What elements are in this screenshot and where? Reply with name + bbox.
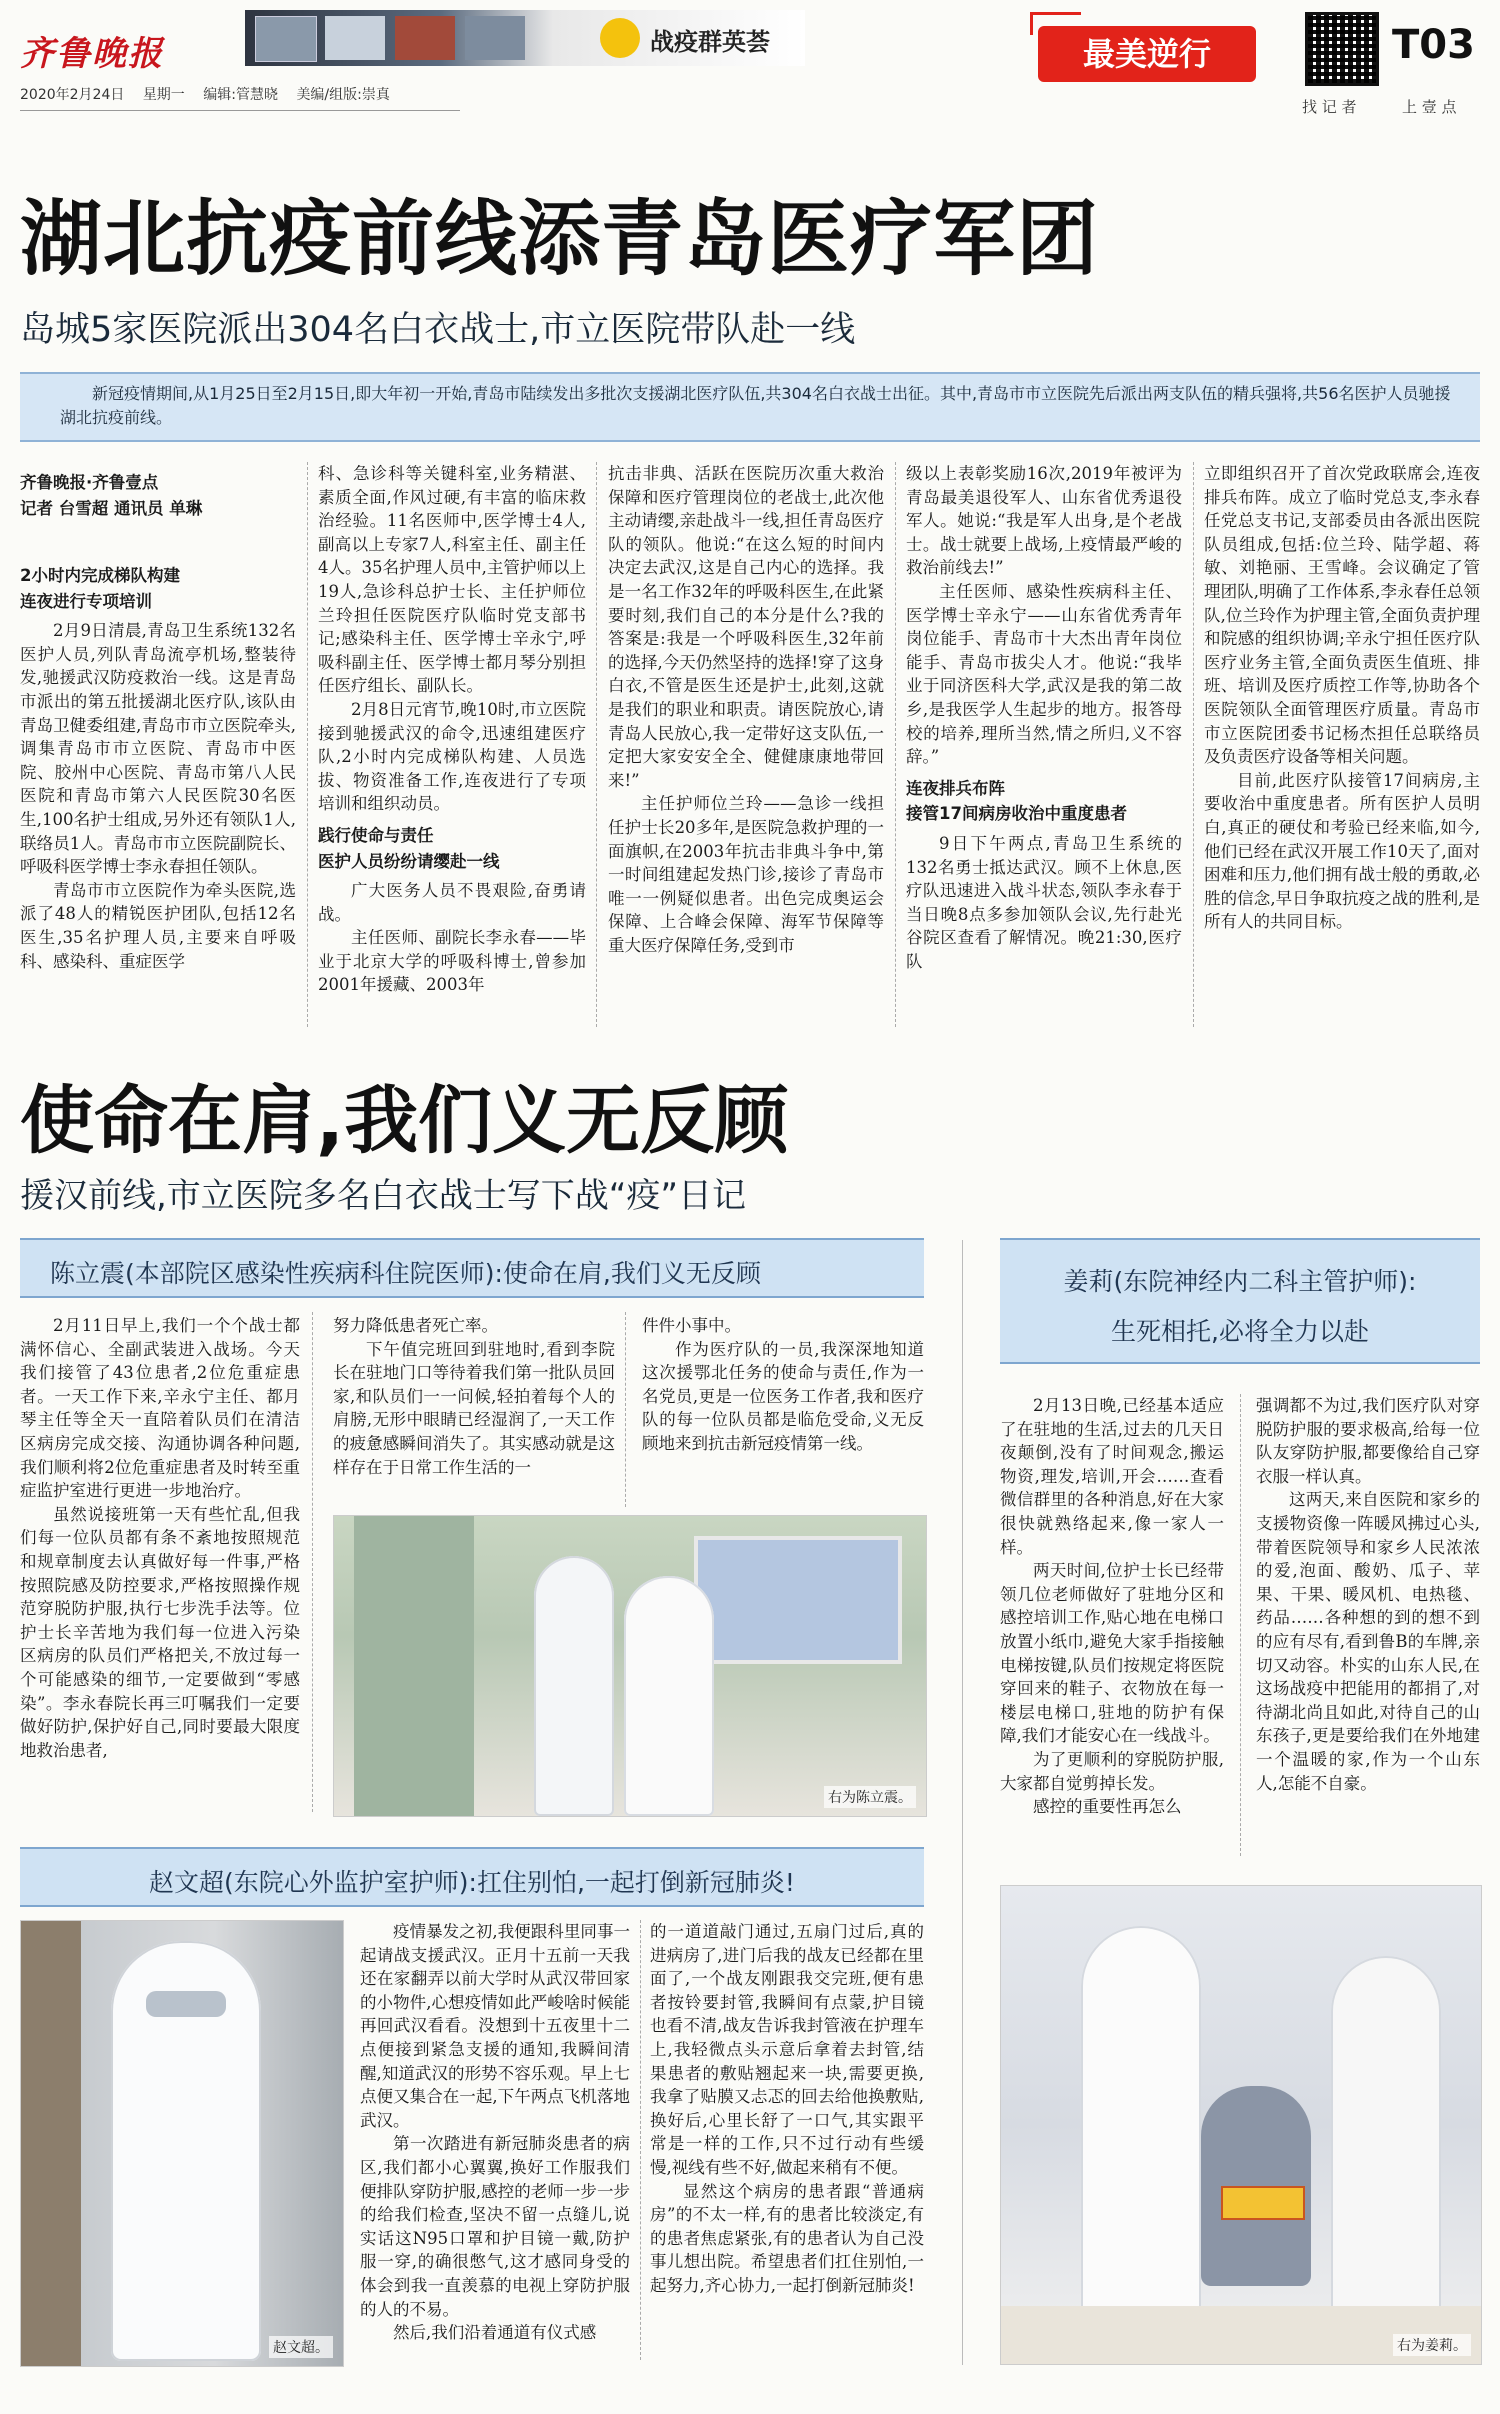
paragraph: 抗击非典、活跃在医院历次重大救治保障和医疗管理岗位的老战士,此次他主动请缨,亲赴战斗一线,担任青岛医疗队的领队。他说:“在这么短的时间内决定去武汉,这是自己内心的选择。我是一名工作32年的呼吸科医生,在此紧要时刻,我们自己的本分是什么?我的答案是:我是一个呼吸科医生,32年前的选择,今天仍然坚持的选择!穿了这身白衣,不管是医生还是护士,此刻,这就是我们的职业和职责。请医院放心,请青岛人民放心,我一定带好这支队伍,一定把大家安安全全、健健康康地带回来!” bbox=[608, 464, 884, 790]
banner-photo-icon bbox=[325, 16, 385, 60]
paragraph: 2月11日早上,我们一个个战士都满怀信心、全副武装进入战场。今天我们接管了43位患者,2位危重症患者。一天工作下来,辛永宁主任、都月琴主任等全天一直陪着队员们在清洁区病房完成交接、沟通协调各种问题,我们顺利将2位危重症患者及时转至重症监护室进行更进一步地治疗。 bbox=[20, 1316, 300, 1501]
masthead bbox=[0, 0, 1500, 125]
diary2-photo bbox=[1000, 1885, 1482, 2365]
person-in-protective-suit bbox=[624, 1576, 714, 1816]
issue-design: 美编/组版:崇真 bbox=[296, 87, 390, 103]
paragraph: 主任护师位兰玲——急诊一线担任护士长20多年,是医院急救护理的一面旗帜,在2003年抗击非典斗争中,第一时间组建起发热门诊,接诊了青岛市唯一一例疑似患者。出色完成奥运会保障、上合峰会保障、海军节保障等重大医疗保障任务,受到市 bbox=[608, 794, 884, 955]
story1-subhead: 岛城5家医院派出304名白衣战士,市立医院带队赴一线 bbox=[20, 310, 856, 350]
qr-caption-left: 找 记 者 bbox=[1302, 98, 1357, 116]
banner-strip bbox=[245, 10, 805, 66]
subhead: 践行使命与责任 bbox=[318, 825, 434, 845]
paragraph: 感控的重要性再怎么 bbox=[1033, 1797, 1182, 1817]
page-number: T03 bbox=[1392, 22, 1475, 68]
diary2-column-2 bbox=[1256, 1394, 1480, 1860]
issue-info bbox=[20, 84, 390, 104]
gift-box-shape bbox=[1221, 2186, 1305, 2220]
story1-column-2 bbox=[318, 462, 586, 1030]
window-shape bbox=[694, 1536, 902, 1664]
paragraph: 疫情暴发之初,我便跟科里同事一起请战支援武汉。正月十五前一天我还在家翻弄以前大学时从武汉带回家的小物件,心想疫情如此严峻啥时候能再回武汉看看。没想到十五夜里十二点便接到紧急支援的通知,我瞬间清醒,知道武汉的形势不容乐观。早上七点便又集合在一起,下午两点飞机落地武汉。 bbox=[360, 1922, 630, 2130]
paragraph: 作为医疗队的一员,我深深地知道这次援鄂北任务的使命与责任,作为一名党员,更是一位医务工作者,我和医疗队的每一位队员都是临危受命,义无反顾地来到抗击新冠疫情第一线。 bbox=[642, 1339, 924, 1453]
diary1-title: 陈立震(本部院区感染性疾病科住院医师):使命在肩,我们义无反顾 bbox=[50, 1259, 761, 1288]
goggles-shape bbox=[146, 1991, 226, 2017]
cabinet-shape bbox=[21, 1921, 81, 2366]
story1-byline bbox=[20, 470, 300, 522]
paragraph: 2月13日晚,已经基本适应了在驻地的生活,过去的几天日夜颠倒,没有了时间观念,搬运物资,理发,培训,开会……查看微信群里的各种消息,好在大家很快就熟络起来,像一家人一样。 bbox=[1000, 1396, 1224, 1557]
paragraph: 主任医师、副院长李永春——毕业于北京大学的呼吸科博士,曾参加2001年援藏、2003年 bbox=[318, 928, 586, 995]
paragraph: 为了更顺利的穿脱防护服,大家都自觉剪掉长发。 bbox=[1000, 1749, 1224, 1793]
door-shape bbox=[354, 1516, 474, 1816]
person-in-protective-suit bbox=[534, 1556, 614, 1816]
paragraph: 件件小事中。 bbox=[642, 1316, 741, 1335]
story1-lead: 新冠疫情期间,从1月25日至2月15日,即大年初一开始,青岛市陆续发出多批次支援湖北医疗队伍,共304名白衣战士出征。其中,青岛市市立医院先后派出两支队伍的精兵强将,共56名医护人员驰援湖北抗疫前线。 bbox=[60, 384, 1451, 427]
paragraph: 强调都不为过,我们医疗队对穿脱防护服的要求极高,给每一位队友穿防护服,都要像给自己穿衣服一样认真。 bbox=[1256, 1396, 1480, 1486]
column-name: 最美逆行 bbox=[1082, 35, 1211, 73]
paragraph: 9日下午两点,青岛卫生系统的132名勇士抵达武汉。顾不上休息,医疗队迅速进入战斗状态,领队李永春于当日晚8点多参加领队会议,先行赴光谷院区查看了解情况。晚21:30,医疗队 bbox=[906, 833, 1182, 971]
diary3-column-2 bbox=[650, 1920, 924, 2365]
diary3-title: 赵文超(东院心外监护室护师):扛住别怕,一起打倒新冠肺炎! bbox=[149, 1868, 795, 1897]
paragraph: 这两天,来自医院和家乡的支援物资像一阵暖风拂过心头,带着医院领导和家乡人民浓浓的爱,泡面、酸奶、瓜子、苹果、干果、暖风机、电热毯、药品……各种想的到的想不到的应有尽有,看到鲁B的车牌,亲切又动容。朴实的山东人民,在这场战疫中把能用的都捐了,对待湖北尚且如此,对待自己的山东孩子,更是要给我们在外地建一个温暖的家,作为一个山东人,怎能不自豪。 bbox=[1256, 1490, 1480, 1793]
paragraph: 虽然说接班第一天有些忙乱,但我们每一位队员都有条不紊地按照规范和规章制度去认真做好每一件事,严格按照院感及防控要求,严格按照操作规范穿脱防护服,执行七步洗手法等。位护士长辛苦地为我们每一位进入污染区病房的队员们严格把关,不放过每一个可能感染的细节,一定要做到“零感染”。李永春院长再三叮嘱我们一定要做好防护,保护好自己,同时要最大限度地救治患者, bbox=[20, 1504, 300, 1760]
masthead-rule bbox=[20, 110, 460, 111]
paragraph: 努力降低患者死亡率。 bbox=[333, 1316, 498, 1335]
diary1-photo bbox=[333, 1515, 927, 1817]
paragraph: 2月8日元宵节,晚10时,市立医院接到驰援武汉的命令,迅速组建医疗队,2小时内完成梯队构建、人员选拔、物资准备工作,连夜进行了专项培训和组织动员。 bbox=[318, 699, 586, 814]
diary1-column-1 bbox=[20, 1314, 300, 1814]
story1-column-4 bbox=[906, 462, 1182, 1030]
paragraph: 科、急诊科等关键科室,业务精湛、素质全面,作风过硬,有丰富的临床救治经验。11名医师中,医学博士4人,副高以上专家7人,科室主任、副主任4人。35名护理人员中,主管护师以上19人,急诊科总护士长、主任护师位兰玲担任医院医疗队临时党支部书记;感染科主任、医学博士辛永宁,呼吸科副主任、医学博士都月琴分别担任医疗组长、副队长。 bbox=[318, 464, 586, 696]
story1-column-5 bbox=[1204, 462, 1480, 1030]
diary2-column-1 bbox=[1000, 1394, 1224, 1860]
subhead: 接管17间病房收治中重度患者 bbox=[906, 804, 1127, 824]
person-in-protective-suit bbox=[1081, 1926, 1201, 2326]
diary1-column-3 bbox=[642, 1314, 924, 1504]
story1-lead-box bbox=[20, 372, 1480, 442]
story1-headline: 湖北抗疫前线添青岛医疗军团 bbox=[20, 192, 1100, 287]
photo-caption: 右为陈立震。 bbox=[824, 1786, 916, 1808]
diary3-column-1 bbox=[360, 1920, 630, 2365]
story2-subhead: 援汉前线,市立医院多名白衣战士写下战“疫”日记 bbox=[20, 1176, 747, 1216]
diary1-title-bar bbox=[20, 1238, 924, 1298]
photo-caption: 赵文超。 bbox=[269, 2336, 333, 2358]
newspaper-logo: 齐鲁晚报 bbox=[20, 34, 164, 74]
photo-caption: 右为姜莉。 bbox=[1393, 2334, 1471, 2356]
story2-headline: 使命在肩,我们义无反顾 bbox=[20, 1078, 789, 1164]
qr-caption-right: 上 壹 点 bbox=[1402, 98, 1457, 116]
paragraph: 然后,我们沿着通道有仪式感 bbox=[393, 2323, 597, 2343]
byline-names: 记者 台雪超 通讯员 单琳 bbox=[20, 499, 203, 518]
paragraph: 第一次踏进有新冠肺炎患者的病区,我们都小心翼翼,换好工作服我们便排队穿防护服,感控的老师一步一步的给我们检查,坚决不留一点缝儿,说实话这N95口罩和护目镜一戴,防护服一穿,的确很憋气,这才感同身受的体会到我一直羡慕的电视上穿防护服的人的不易。 bbox=[360, 2134, 630, 2319]
diary1-column-2 bbox=[333, 1314, 615, 1514]
paragraph: 显然这个病房的患者跟“普通病房”的不太一样,有的患者比较淡定,有的患者焦虑紧张,有的患者认为自己没事儿想出院。希望患者们扛住别怕,一起努力,齐心协力,一起打倒新冠肺炎! bbox=[650, 2181, 924, 2295]
paragraph: 下午值完班回到驻地时,看到李院长在驻地门口等待着我们第一批队员回家,和队员们一一问候,轻拍着每个人的肩膀,无形中眼睛已经湿润了,一天工作的疲惫感瞬间消失了。其实感动就是这样存在于日常工作生活的一 bbox=[333, 1339, 615, 1477]
paragraph: 主任医师、感染性疾病科主任、医学博士辛永宁——山东省优秀青年岗位能手、青岛市十大杰出青年岗位能手、青岛市拔尖人才。他说:“我毕业于同济医科大学,武汉是我的第二故乡,是我医学人生起步的地方。报答母校的培养,理所当然,情之所归,义不容辞。” bbox=[906, 581, 1182, 767]
diary3-title-bar bbox=[20, 1847, 924, 1907]
qr-code-icon bbox=[1305, 12, 1379, 86]
banner-photo-icon bbox=[395, 16, 455, 60]
paragraph: 青岛市市立医院作为牵头医院,选派了48人的精锐医护团队,包括12名医生,35名护理人员,主要来自呼吸科、感染科、重症医学 bbox=[20, 880, 296, 971]
byline-source: 齐鲁晚报·齐鲁壹点 bbox=[20, 473, 159, 492]
issue-editor: 编辑:管慧晓 bbox=[203, 87, 278, 103]
issue-date: 2020年2月24日 bbox=[20, 87, 125, 103]
issue-weekday: 星期一 bbox=[142, 87, 185, 103]
diary3-photo bbox=[20, 1920, 344, 2367]
banner-photo-icon bbox=[255, 16, 317, 62]
subhead: 医护人员纷纷请缨赴一线 bbox=[318, 851, 500, 871]
banner-photo-icon bbox=[465, 16, 525, 60]
subhead: 连夜排兵布阵 bbox=[906, 778, 1005, 798]
paragraph: 两天时间,位护士长已经带领几位老师做好了驻地分区和感控培训工作,贴心地在电梯口放置小纸巾,避免大家手指接触电梯按键,队员们按规定将医院穿回来的鞋子、衣物放在每一楼层电梯口,驻地的防护有保障,我们才能安心在一线战斗。 bbox=[1000, 1561, 1224, 1746]
paragraph: 的一道道敲门通过,五扇门过后,真的进病房了,进门后我的战友已经都在里面了,一个战友刚跟我交完班,便有患者按铃要封管,我瞬间有点蒙,护目镜也看不清,战友告诉我封管液在护理车上,我轻微点头示意后拿着去封管,结果患者的敷贴翘起来一块,需要更换,我拿了贴膜又忐忑的回去给他换敷贴,换好后,心里长舒了一口气,其实跟平常是一样的工作,只不过行动有些缓慢,视线有些不好,做起来稍有不便。 bbox=[650, 1922, 924, 2177]
story1-column-3 bbox=[608, 462, 884, 1030]
banner-badge-icon bbox=[600, 18, 640, 58]
person-in-protective-suit bbox=[1331, 1956, 1441, 2336]
column-name-badge bbox=[1038, 26, 1256, 82]
subhead: 连夜进行专项培训 bbox=[20, 591, 152, 611]
paragraph: 2月9日清晨,青岛卫生系统132名医护人员,列队青岛流亭机场,整装待发,驰援武汉防疫救治一线。这是青岛市派出的第五批援湖北医疗队,该队由青岛卫健委组建,青岛市市立医院牵头,调集青岛市市立医院、青岛市中医院、胶州中心医院、青岛市第八人民医院和青岛市第六人民医院30名医生,100名护士组成,另外还有领队1人,联络员1人。青岛市市立医院副院长、呼吸科医学博士李永春担任领队。 bbox=[20, 621, 296, 877]
banner-title: 战疫群英荟 bbox=[650, 28, 770, 56]
paragraph: 级以上表彰奖励16次,2019年被评为青岛最美退役军人、山东省优秀退役军人。她说:“我是军人出身,是个老战士。战士就要上战场,上疫情最严峻的救治前线去!” bbox=[906, 464, 1182, 578]
paragraph: 广大医务人员不畏艰险,奋勇请战。 bbox=[318, 881, 586, 924]
diary2-title-line1: 姜莉(东院神经内二科主管护师): bbox=[1063, 1267, 1417, 1296]
diary2-title-line2: 生死相托,必将全力以赴 bbox=[1111, 1317, 1369, 1346]
paragraph: 立即组织召开了首次党政联席会,连夜排兵布阵。成立了临时党总支,李永春任党总支书记,支部委员由各派出医院队员组成,包括:位兰玲、陆学超、蒋敏、刘艳丽、王雪峰。会议确定了管理团队,明确了工作体系,李永春任总领队,位兰玲作为护理主管,全面负责护理和院感的组织协调;辛永宁担任医疗队医疗业务主管,全面负责医生值班、排班、培训及医疗质控工作等,协助各个医院领队全面管理医疗质量。青岛市市立医院团委书记杨杰担任总联络员及负责医疗设备等相关问题。 bbox=[1204, 464, 1480, 767]
diary2-title-bar bbox=[1000, 1238, 1480, 1364]
paragraph: 目前,此医疗队接管17间病房,主要收治中重度患者。所有医护人员明白,真正的硬仗和考验已经来临,如今,他们已经在武汉开展工作10天了,面对困难和压力,他们拥有战士般的勇敢,必胜的信念,早日争取抗疫之战的胜利,是所有人的共同目标。 bbox=[1204, 770, 1480, 932]
subhead: 2小时内完成梯队构建 bbox=[20, 566, 180, 585]
story1-column-1 bbox=[20, 560, 296, 1030]
